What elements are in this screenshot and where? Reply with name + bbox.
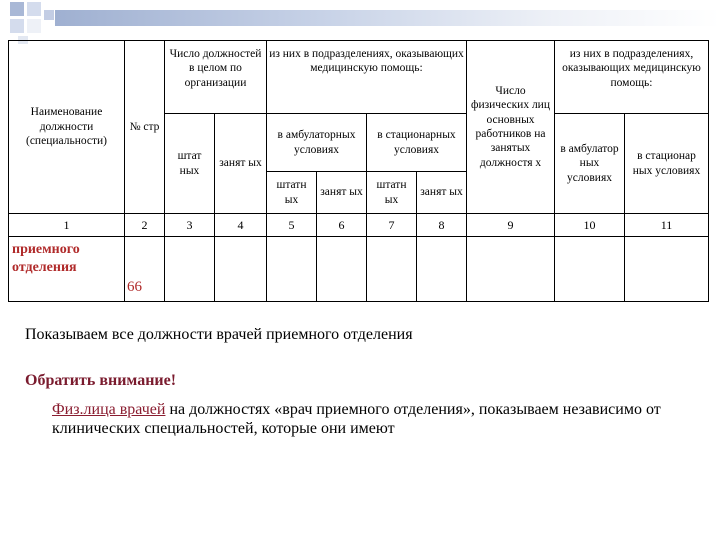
- decor-square: [10, 2, 24, 16]
- header-phys-stationary: в стационар ных условиях: [625, 114, 709, 214]
- table-cell: [317, 237, 367, 302]
- header-row-number: № стр: [125, 41, 165, 214]
- table-cell: [267, 237, 317, 302]
- column-number: 9: [467, 214, 555, 237]
- column-number: 2: [125, 214, 165, 237]
- column-number: 7: [367, 214, 417, 237]
- header-subdivisions: из них в подразделениях, оказывающих медицинскую помощь:: [267, 41, 467, 114]
- column-number: 1: [9, 214, 125, 237]
- table-cell: [555, 237, 625, 302]
- header-stationary: в стационарных условиях: [367, 114, 467, 172]
- header-shtat: штат ных: [165, 114, 215, 214]
- table-cell: [215, 237, 267, 302]
- column-number: 8: [417, 214, 467, 237]
- attention-highlight: Физ.лица врачей: [52, 401, 166, 418]
- column-number: 11: [625, 214, 709, 237]
- column-number: 3: [165, 214, 215, 237]
- column-number: 10: [555, 214, 625, 237]
- row-number: 66: [125, 237, 165, 302]
- header-stac-shtat: штатн ых: [367, 172, 417, 214]
- table-cell: [367, 237, 417, 302]
- column-number-row: [9, 214, 709, 237]
- column-number: 6: [317, 214, 367, 237]
- table-row: [9, 237, 709, 302]
- header-positions-total: Число должностей в целом по организации: [165, 41, 267, 114]
- column-number: 5: [267, 214, 317, 237]
- header-ambulatory: в амбулаторных условиях: [267, 114, 367, 172]
- table-cell: [625, 237, 709, 302]
- note-text: Показываем все должности врачей приемного отделения: [25, 326, 413, 343]
- header-stac-zanyat: занят ых: [417, 172, 467, 214]
- header-name: Наименование должности (специальности): [9, 41, 125, 214]
- header-physical-persons: Число физических лиц основных работников на занятых должностя х: [467, 41, 555, 214]
- attention-text: на должностях «врач приемного отделения», показываем независимо от клинических специальностей, которые они имеют: [52, 401, 661, 437]
- staff-table: [8, 40, 709, 302]
- table-cell: [467, 237, 555, 302]
- header-phys-ambulatory: в амбулатор ных условиях: [555, 114, 625, 214]
- attention-body: [52, 400, 702, 438]
- column-number: 4: [215, 214, 267, 237]
- header-amb-zanyat: занят ых: [317, 172, 367, 214]
- decor-square: [10, 19, 24, 33]
- title-gradient-bar: [55, 10, 720, 26]
- attention-title: Обратить внимание!: [25, 372, 177, 389]
- decor-square: [27, 19, 41, 33]
- row-position-name: приемного отделения: [9, 237, 125, 302]
- header-amb-shtat: штатн ых: [267, 172, 317, 214]
- table-cell: [165, 237, 215, 302]
- table-cell: [417, 237, 467, 302]
- decor-square: [44, 10, 54, 20]
- decor-square: [27, 2, 41, 16]
- header-physical-subdivisions: из них в подразделениях, оказывающих медицинскую помощь:: [555, 41, 709, 114]
- header-zanyat: занят ых: [215, 114, 267, 214]
